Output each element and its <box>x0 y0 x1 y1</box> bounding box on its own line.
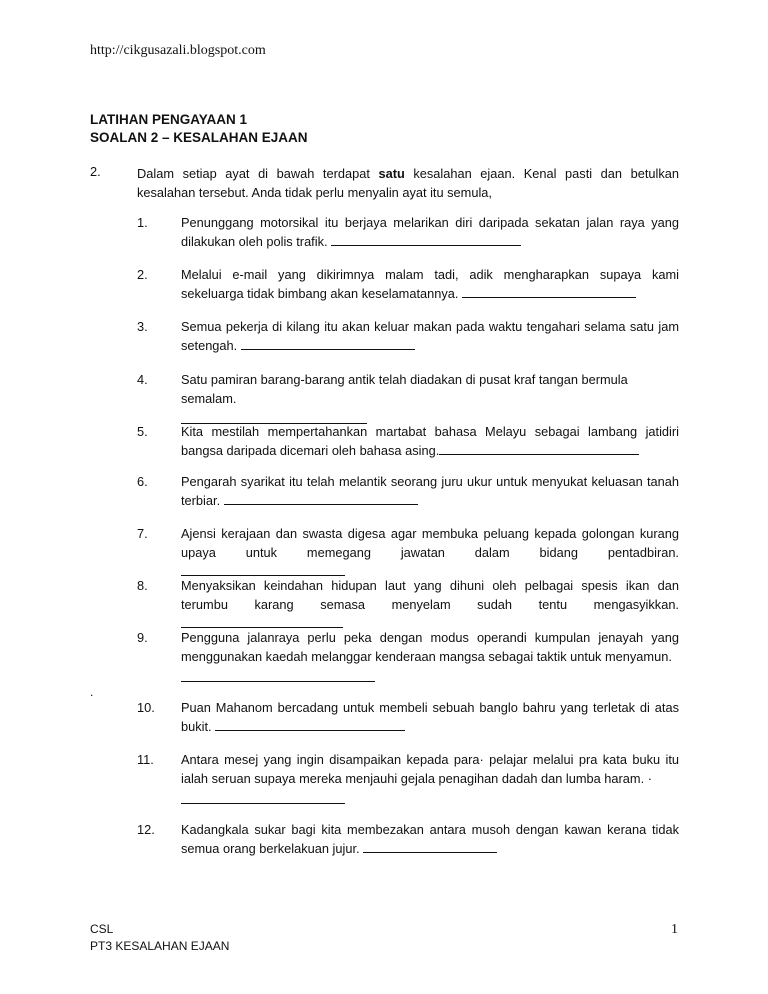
item-number: 6. <box>137 474 148 489</box>
item-text: Puan Mahanom bercadang untuk membeli sebuah banglo bahru yang terletak di atas bukit. <box>181 700 679 734</box>
footer-left <box>90 921 229 955</box>
item-number: 4. <box>137 372 148 387</box>
answer-blank[interactable] <box>241 337 415 350</box>
item-text: Kita mestilah mempertahankan martabat bahasa Melayu sebagai lambang jatidiri bangsa daripada dicemari oleh bahasa asing. <box>181 424 679 458</box>
item-number: 1. <box>137 215 148 230</box>
item-number: 5. <box>137 424 148 439</box>
exercise-title: LATIHAN PENGAYAAN 1 <box>90 112 248 127</box>
footer-author: CSL <box>90 922 114 936</box>
item-number: 3. <box>137 319 148 334</box>
answer-blank[interactable] <box>224 492 418 505</box>
item-text: Pengguna jalanraya perlu peka dengan modus operandi kumpulan jenayah yang menggunakan kaedah melanggar kenderaan mangsa sebagai taktik untuk menyamun. <box>181 630 679 664</box>
answer-blank[interactable] <box>331 233 521 246</box>
item-text: Kadangkala sukar bagi kita membezakan antara musoh dengan kawan kerana tidak semua orang berkelakuan jujur. <box>181 822 679 856</box>
stray-mark: . <box>90 685 94 699</box>
answer-blank[interactable] <box>181 788 345 804</box>
question-instruction <box>137 164 679 202</box>
item-text: Satu pamiran barang-barang antik telah diadakan di pusat kraf tangan bermula semalam. <box>181 372 628 406</box>
item-number: 2. <box>137 267 148 282</box>
item-number: 10. <box>137 700 155 715</box>
item-number: 12. <box>137 822 155 837</box>
item-text: Pengarah syarikat itu telah melantik seorang juru ukur untuk menyukat keluasan tanah terbiar. <box>181 474 679 508</box>
item-text: Semua pekerja di kilang itu akan keluar makan pada waktu tengahari selama satu jam setengah. <box>181 319 679 353</box>
question-number: 2. <box>90 164 101 179</box>
answer-blank[interactable] <box>363 840 497 853</box>
instruction-text-after: kesalahan ejaan. Kenal pasti dan betulkan kesalahan tersebut. Anda tidak perlu menyalin ayat itu semula, <box>137 166 679 200</box>
item-number: 8. <box>137 578 148 593</box>
answer-blank[interactable] <box>181 615 343 628</box>
answer-blank[interactable] <box>462 285 636 298</box>
item-number: 11. <box>137 752 154 767</box>
answer-blank[interactable] <box>181 563 345 576</box>
header-url[interactable]: http://cikgusazali.blogspot.com <box>90 43 266 58</box>
answer-blank[interactable] <box>215 718 405 731</box>
item-text: Antara mesej yang ingin disampaikan kepada para· pelajar melalui pra kata buku itu ialah seruan supaya mereka menjauhi gejala penagihan dadah dan lumba haram. · <box>181 752 679 786</box>
instruction-bold-word: satu <box>378 166 405 181</box>
item-text: Melalui e-mail yang dikirimnya malam tadi, adik mengharapkan supaya kami sekeluarga tidak bimbang akan keselamatannya. <box>181 267 679 301</box>
item-text: Penunggang motorsikal itu berjaya melarikan diri daripada sekatan jalan raya yang dilakukan oleh polis trafik. <box>181 215 679 249</box>
item-text: Menyaksikan keindahan hidupan laut yang dihuni oleh pelbagai spesis ikan dan terumbu karang semasa menyelam sudah tentu mengasyikkan. <box>181 578 679 612</box>
item-number: 9. <box>137 630 148 645</box>
answer-blank[interactable] <box>439 442 639 455</box>
question-title: SOALAN 2 – KESALAHAN EJAAN <box>90 130 308 145</box>
instruction-text-before: Dalam setiap ayat di bawah terdapat <box>137 166 379 181</box>
page-number: 1 <box>671 922 678 937</box>
footer-document-name: PT3 KESALAHAN EJAAN <box>90 939 230 953</box>
item-text: Ajensi kerajaan dan swasta digesa agar membuka peluang kepada golongan kurang upaya untuk memegang jawatan dalam bidang pentadbiran. <box>181 526 679 560</box>
item-number: 7. <box>137 526 148 541</box>
answer-blank[interactable] <box>181 666 375 682</box>
